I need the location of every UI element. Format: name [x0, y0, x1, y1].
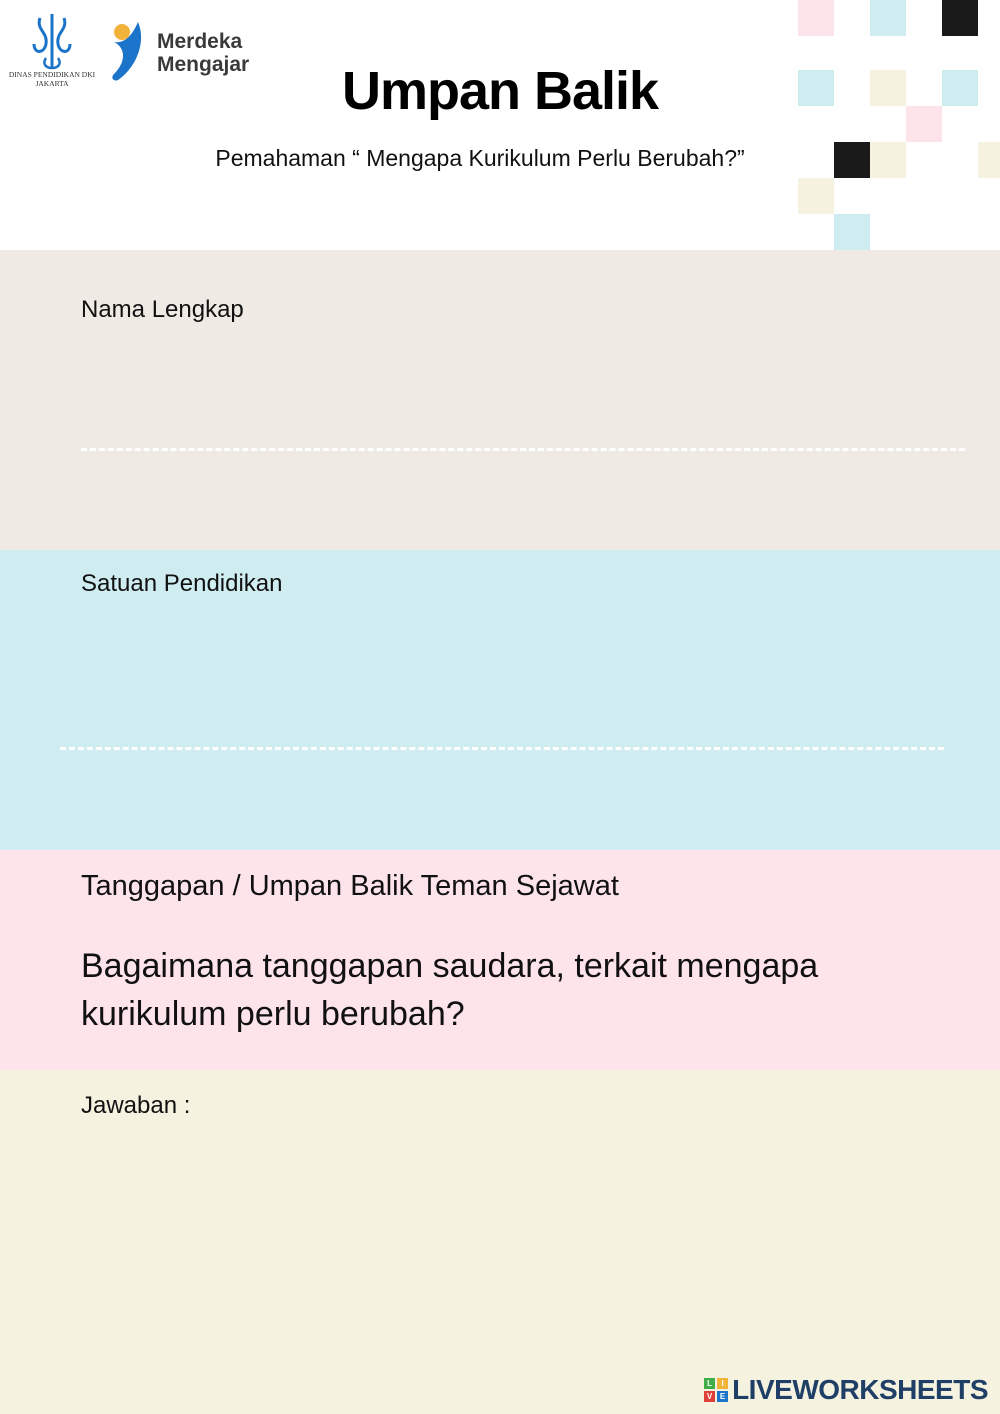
- brand-icon-letter: E: [717, 1391, 728, 1402]
- decor-square: [870, 0, 906, 36]
- brand-icon-letter: L: [704, 1378, 715, 1389]
- brand-icon-letter: V: [704, 1391, 715, 1402]
- decor-square: [906, 106, 942, 142]
- full-name-section: [0, 250, 1000, 550]
- school-underline: [60, 747, 944, 750]
- answer-label: Jawaban :: [81, 1092, 191, 1119]
- decor-square: [942, 70, 978, 106]
- liveworksheets-wordmark: LIVEWORKSHEETS: [732, 1374, 988, 1405]
- decor-square: [798, 70, 834, 106]
- answer-textarea[interactable]: [81, 1140, 965, 1354]
- decor-square: [834, 142, 870, 178]
- decor-square: [942, 0, 978, 36]
- full-name-input[interactable]: [81, 410, 965, 446]
- full-name-label: Nama Lengkap: [81, 296, 244, 323]
- decor-square: [870, 70, 906, 106]
- feedback-section: [0, 850, 1000, 1070]
- page-subtitle: Pemahaman “ Mengapa Kurikulum Perlu Berubah?”: [215, 145, 745, 171]
- decor-square: [798, 178, 834, 214]
- merdeka-mengajar-text: Merdeka Mengajar: [157, 30, 250, 76]
- feedback-heading: Tanggapan / Umpan Balik Teman Sejawat: [81, 870, 619, 902]
- header: [0, 0, 1000, 250]
- dinas-logo-text: DINAS PENDIDIKAN DKI JAKARTA: [8, 70, 96, 88]
- decor-square: [798, 0, 834, 36]
- school-label: Satuan Pendidikan: [81, 570, 283, 597]
- page-title: Umpan Balik: [341, 61, 659, 121]
- school-section: [0, 550, 1000, 850]
- full-name-underline: [81, 448, 965, 451]
- school-input[interactable]: [60, 710, 944, 746]
- decor-square: [870, 142, 906, 178]
- liveworksheets-logo-icon: [704, 1378, 728, 1402]
- brand-icon-letter: I: [717, 1378, 728, 1389]
- liveworksheets-brand[interactable]: [704, 1376, 988, 1404]
- feedback-question: Bagaimana tanggapan saudara, terkait mengapa kurikulum perlu berubah?: [81, 947, 819, 1033]
- decor-square: [834, 214, 870, 250]
- decor-square: [978, 142, 1000, 178]
- answer-section: [0, 1070, 1000, 1414]
